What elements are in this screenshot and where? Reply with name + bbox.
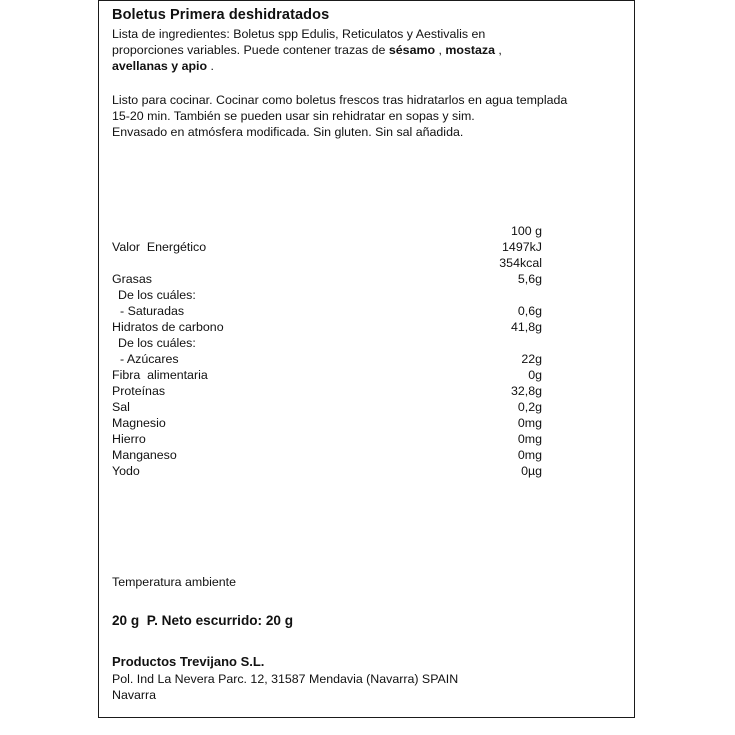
nutrition-row-value: 0mg [517, 416, 542, 430]
label-content [99, 1, 634, 141]
nutrition-row-label: Fibra alimentaria [112, 368, 208, 382]
nutrition-row [112, 447, 542, 463]
company-name: Productos Trevijano S.L. [112, 654, 265, 669]
nutrition-row [112, 351, 542, 367]
nutrition-row-value: 0,6g [517, 304, 542, 318]
nutrition-row [112, 367, 542, 383]
allergen-separator-1: , [435, 43, 446, 58]
allergen-sesamo: sésamo [388, 43, 436, 58]
nutrition-row-label: Proteínas [112, 384, 166, 398]
net-weight: 20 g P. Neto escurrido: 20 g [112, 613, 294, 628]
nutrition-row-label: Manganeso [112, 448, 177, 462]
nutrition-row [112, 287, 542, 303]
nutrition-row-label: Hierro [112, 432, 146, 446]
nutrition-row-label: - Saturadas [120, 304, 185, 318]
nutrition-row [112, 335, 542, 351]
nutrition-row-label: Magnesio [112, 416, 166, 430]
nutrition-row-value: 32,8g [510, 384, 542, 398]
nutrition-row-value: 0mg [517, 432, 542, 446]
nutrition-row-label: - Azúcares [120, 352, 179, 366]
nutrition-row [112, 239, 542, 255]
nutrition-row-value: 22g [521, 352, 542, 366]
nutrition-row-label: Grasas [112, 272, 152, 286]
cooking-line-2: 15-20 min. También se pueden usar sin rehidratar en sopas y sim. [112, 109, 475, 124]
nutrition-row [112, 319, 542, 335]
ingredients-line-1: Lista de ingredientes: Boletus spp Edulis, Reticulatos y Aestivalis en [112, 27, 486, 41]
nutrition-row-value: 1497kJ [502, 240, 542, 254]
nutrition-row-value: 5,6g [517, 272, 542, 286]
allergen-separator-2: , [494, 43, 502, 58]
nutrition-row [112, 431, 542, 447]
cooking-line-3: Envasado en atmósfera modificada. Sin gluten. Sin sal añadida. [112, 125, 464, 140]
nutrition-row-label: Yodo [112, 464, 140, 478]
nutrition-row-value: 0,2g [517, 400, 542, 414]
allergen-avellanas-apio: avellanas y apio [112, 59, 208, 74]
nutrition-row [112, 463, 542, 479]
nutrition-header-row [112, 223, 542, 239]
nutrition-row-label: Valor Energético [112, 240, 207, 254]
product-label-panel [98, 0, 635, 718]
nutrition-row-value: 0µg [521, 464, 542, 478]
ingredients-line-2-prefix: proporciones variables. Puede contener trazas de [112, 43, 389, 58]
nutrition-row-label: De los cuáles: [118, 288, 196, 302]
nutrition-row [112, 415, 542, 431]
section-gap [112, 75, 622, 92]
nutrition-row [112, 271, 542, 287]
ingredients-paragraph [112, 26, 622, 75]
nutrition-rows-container [112, 239, 542, 479]
nutrition-header-value: 100 g [510, 224, 542, 238]
nutrition-row [112, 383, 542, 399]
nutrition-row-value: 41,8g [510, 320, 542, 334]
cooking-line-1: Listo para cocinar. Cocinar como boletus frescos tras hidratarlos en agua templada [112, 92, 568, 107]
nutrition-row [112, 255, 542, 271]
allergen-separator-3: . [207, 59, 214, 74]
nutrition-table [112, 223, 542, 479]
nutrition-row-label: Sal [112, 400, 130, 414]
nutrition-row-label: De los cuáles: [118, 336, 196, 350]
storage-instruction: Temperatura ambiente [112, 575, 236, 589]
nutrition-row-value: 0g [528, 368, 542, 382]
product-title: Boletus Primera deshidratados [112, 7, 330, 23]
nutrition-row [112, 303, 542, 319]
nutrition-row [112, 399, 542, 415]
label-footer [112, 574, 612, 703]
company-address-line-2: Navarra [112, 688, 157, 703]
nutrition-row-label: Hidratos de carbono [112, 320, 224, 334]
nutrition-row-value: 0mg [517, 448, 542, 462]
cooking-instructions [112, 92, 622, 141]
allergen-mostaza: mostaza [445, 43, 495, 58]
company-address-line-1: Pol. Ind La Nevera Parc. 12, 31587 Mendavia (Navarra) SPAIN [112, 672, 459, 686]
nutrition-row-value: 354kcal [499, 256, 542, 270]
